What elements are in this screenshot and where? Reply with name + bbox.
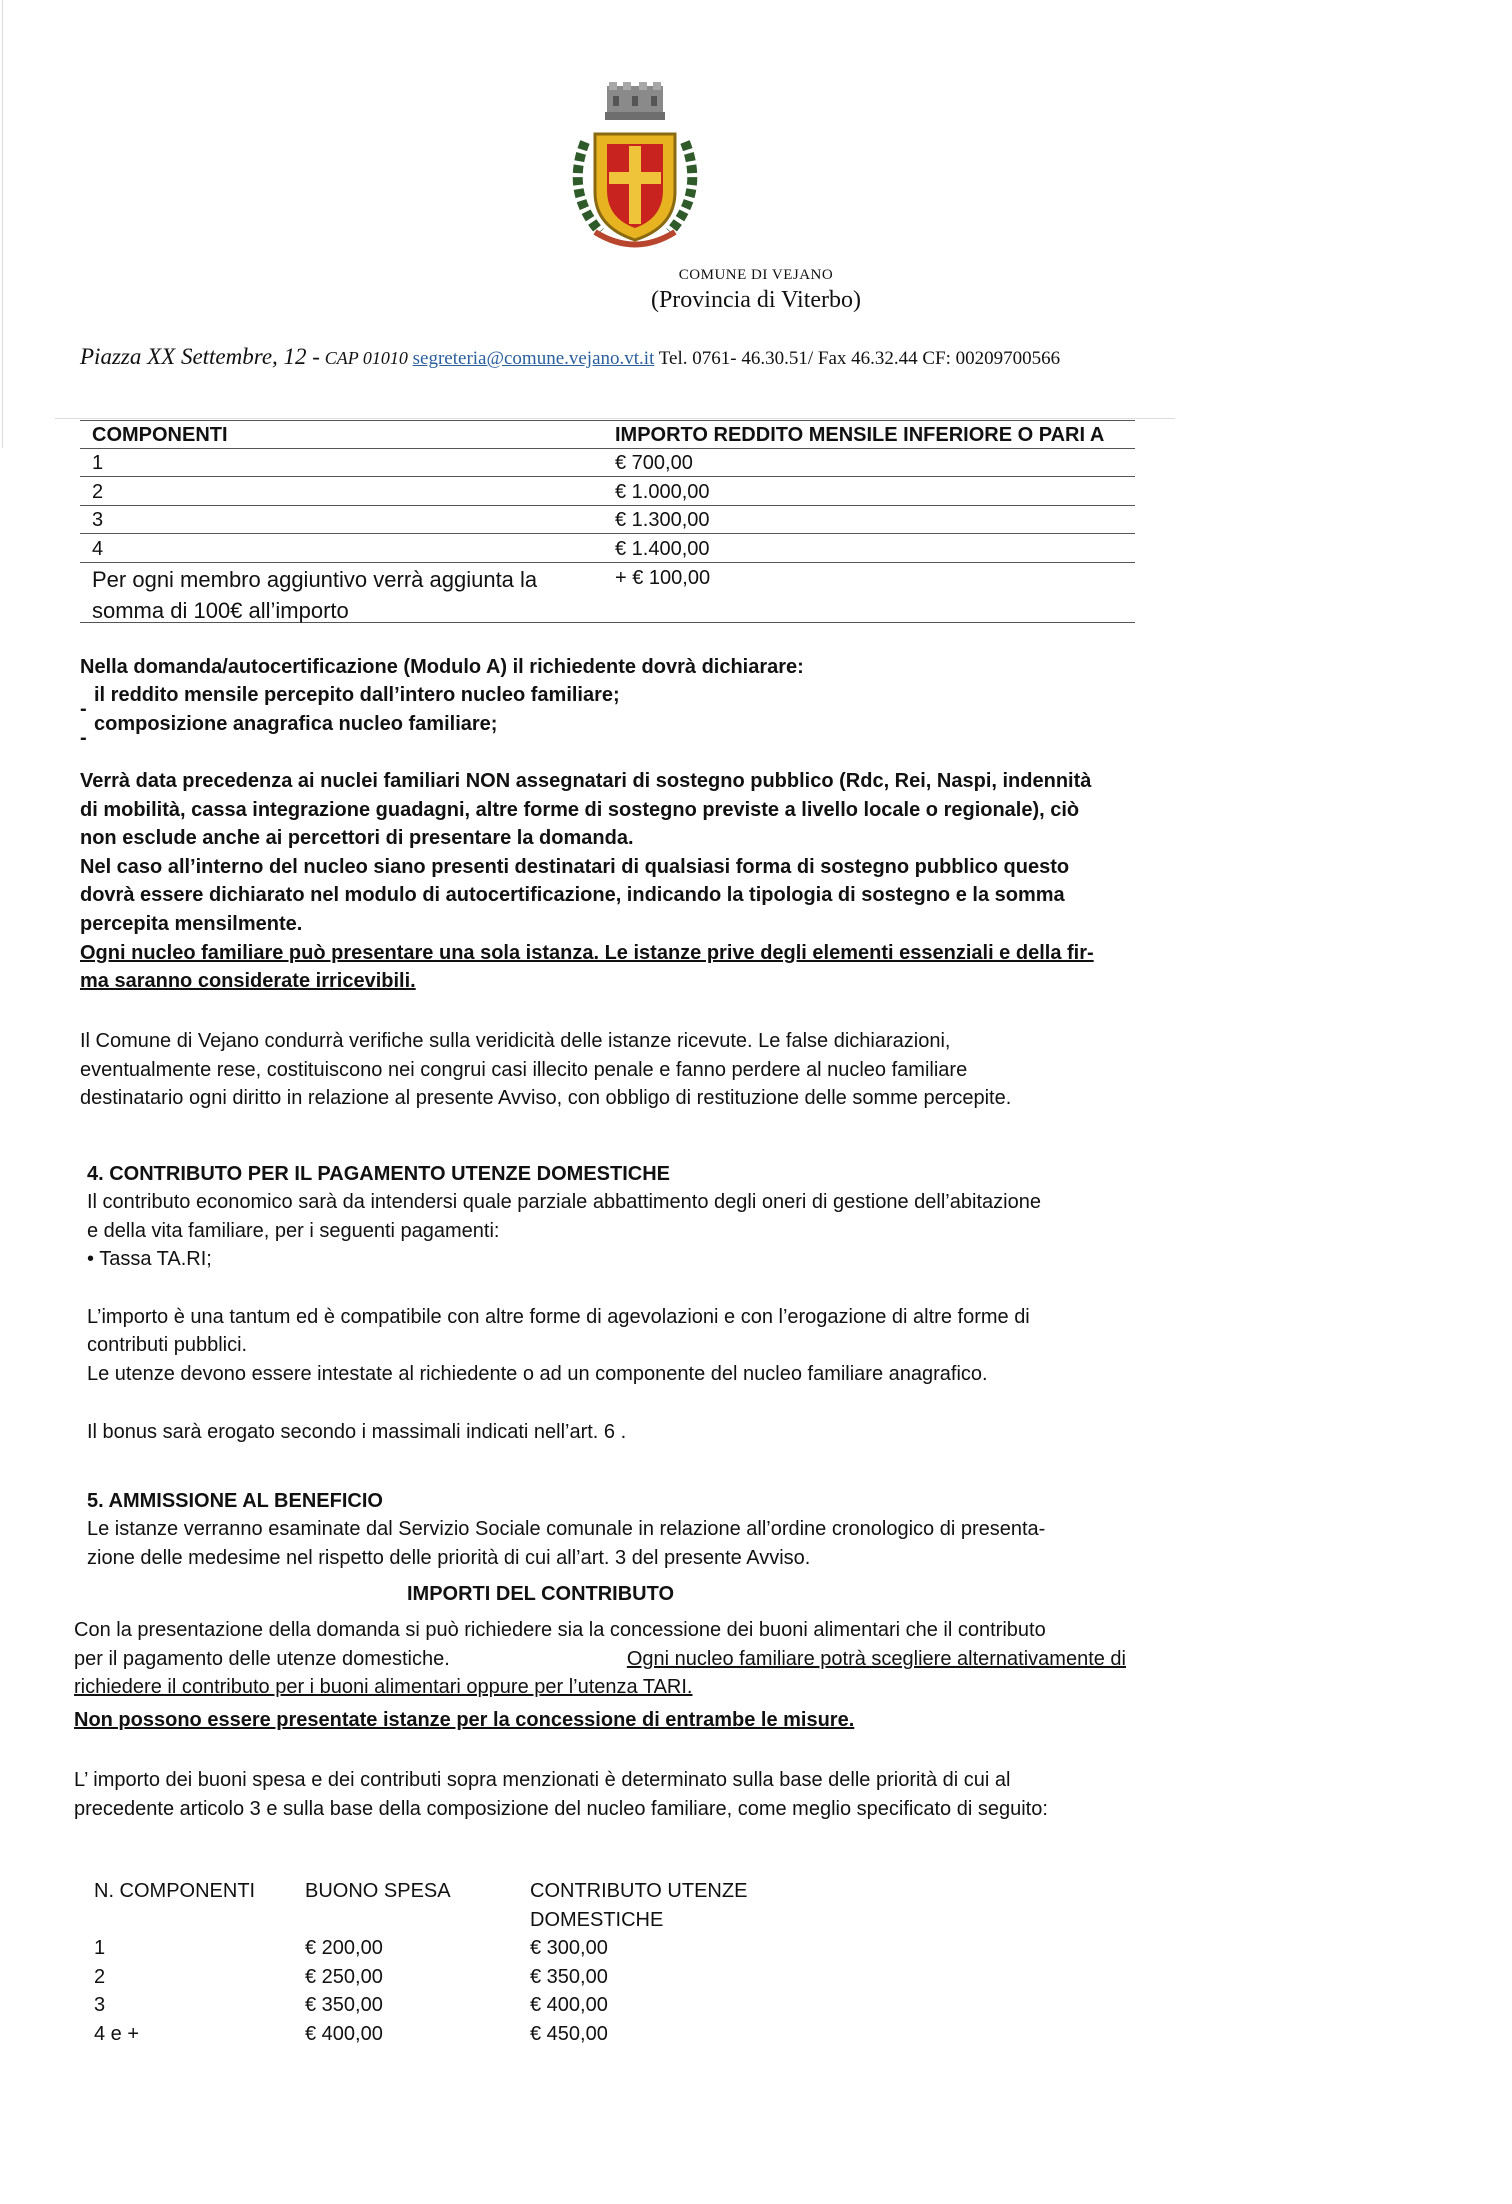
declaration-intro: Nella domanda/autocertificazione (Modulo A) il richiedente dovrà dichiarare: (80, 656, 804, 678)
header-n-componenti: N. COMPONENTI (94, 1880, 256, 1902)
importi-title: IMPORTI DEL CONTRIBUTO (407, 1583, 675, 1605)
street-address: Piazza XX Settembre, 12 - (80, 344, 320, 369)
importi-determination: L’ importo dei buoni spesa e dei contributi sopra menzionati è determinato sulla base delle priorità di cui al precedente articolo 3 e sulla base della composizione del nucleo familiare, come meglio specificato di seguito: (74, 1769, 1048, 1820)
extra-line-2: somma di 100€ all’importo (92, 598, 349, 623)
header-divider (55, 418, 1175, 419)
provincia-name: (Provincia di Viterbo) (650, 287, 862, 313)
comune-crest-logo (555, 82, 715, 262)
cell-extra-member (92, 564, 537, 626)
table-row (80, 449, 1135, 477)
cell-componenti: 2 (92, 481, 104, 503)
address-line (80, 344, 1060, 370)
header-importo: IMPORTO REDDITO MENSILE INFERIORE O PARI A (615, 424, 1105, 446)
table-row (80, 478, 1135, 506)
importi-paragraph: Con la presentazione della domanda si può richiedere sia la concessione dei buoni alimentari che il contributo per il pagamento delle utenze domestiche. Ogni nucleo familiare potrà scegliere alternativamente di richiedere il contributo per i buoni alimentari oppure per l’utenza TARI. (74, 1619, 1126, 1699)
alternative-choice-rule: Ogni nucleo familiare potrà scegliere alternativamente di (626, 1647, 1126, 1670)
single-application-rule: Ogni nucleo familiare può presentare una sola istanza. Le istanze prive degli elementi essenziali e della fir- (80, 941, 1094, 964)
table-row (80, 535, 1135, 563)
buono-spesa-column: € 200,00 € 250,00 € 350,00 € 400,00 (305, 1937, 383, 2045)
no-double-measures-rule: Non possono essere presentate istanze per la concessione di entrambe le misure. (74, 1709, 855, 1731)
declaration-item: composizione anagrafica nucleo familiare; (94, 713, 498, 735)
cell-importo: € 700,00 (615, 452, 693, 474)
comune-name: COMUNE DI VEJANO (678, 267, 834, 283)
cell-importo: + € 100,00 (615, 567, 711, 589)
email-link[interactable]: segreteria@comune.vejano.vt.it (412, 348, 655, 369)
verification-paragraph: Il Comune di Vejano condurrà verifiche sulla veridicità delle istanze ricevute. Le false dichiarazioni, eventualmente rese, costituiscono nei congrui casi illecito penale e fanno perdere al nucleo familiare destinatario ogni diritto in relazione al presente Avviso, con obbligo di restituzione delle somme percepite. (80, 1030, 1012, 1110)
header-componenti: COMPONENTI (92, 424, 228, 446)
cell-componenti: 3 (92, 509, 104, 531)
postal-code: CAP 01010 (324, 348, 408, 368)
contributo-column: € 300,00 € 350,00 € 400,00 € 450,00 (530, 1937, 608, 2045)
cell-componenti: 4 (92, 538, 104, 560)
income-table-header (80, 420, 1135, 449)
left-margin-rule (2, 0, 3, 448)
table-row (80, 564, 1135, 623)
contact-numbers: Tel. 0761- 46.30.51/ Fax 46.32.44 CF: 00209700566 (658, 348, 1061, 369)
declaration-item: il reddito mensile percepito dall’intero nucleo familiare; (94, 684, 620, 706)
cell-importo: € 1.400,00 (615, 538, 710, 560)
section-5-body: Le istanze verranno esaminate dal Servizio Sociale comunale in relazione all’ordine cronologico di presenta- zione delle medesime nel rispetto delle priorità di cui all’art. 3 del presente Avviso. (87, 1518, 1046, 1569)
cell-importo: € 1.000,00 (615, 481, 710, 503)
header-buono-spesa: BUONO SPESA (305, 1880, 451, 1902)
section-4-body: Il contributo economico sarà da intendersi quale parziale abbattimento degli oneri di gestione dell’abitazione e della vita familiare, per i seguenti pagamenti: • Tassa TA.RI; L’importo è una tantum ed è compatibile con altre forme di agevolazioni e con l’erogazione di altre forme di contributi pubblici. Le utenze devono essere intestate al richiedente o ad un componente del nucleo familiare anagrafico. Il bonus sarà erogato secondo i massimali indicati nell’art. 6 . (87, 1188, 1147, 1446)
table-row: 1 2 3 4 e + (94, 1937, 140, 2045)
section-5-title: 5. AMMISSIONE AL BENEFICIO (87, 1490, 383, 1512)
list-dash: - (80, 727, 87, 749)
cell-importo: € 1.300,00 (615, 509, 710, 531)
table-row (80, 506, 1135, 534)
cell-componenti: 1 (92, 452, 104, 474)
priority-paragraph: Verrà data precedenza ai nuclei familiari NON assegnatari di sostegno pubblico (Rdc, Rei, Naspi, indennità di mobilità, cassa integrazione guadagni, altre forme di sostegno previste a livello locale o regionale), ciò non esclude anche ai percettori di presentare la domanda. Nel caso all’interno del nucleo siano presenti destinatari di qualsiasi forma di sostegno pubblico questo dovrà essere dichiarato nel modulo di autocertificazione, indicando la tipologia di sostegno e la somma percepita mensilmente. Ogni nucleo familiare può presentare una sola istanza. Le istanze prive degli elementi essenziali e della fir- ma saranno considerate irricevibili. (80, 770, 1094, 993)
extra-line-1: Per ogni membro aggiuntivo verrà aggiunta la (92, 567, 538, 592)
list-dash: - (80, 698, 87, 720)
header-contributo: CONTRIBUTO UTENZE DOMESTICHE (530, 1880, 748, 1931)
section-4-title: 4. CONTRIBUTO PER IL PAGAMENTO UTENZE DOMESTICHE (87, 1163, 671, 1185)
bullet-tari: • Tassa TA.RI; (87, 1248, 212, 1271)
